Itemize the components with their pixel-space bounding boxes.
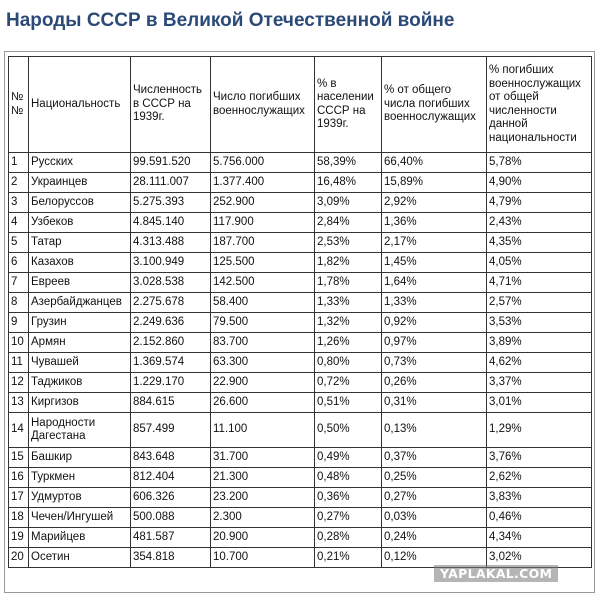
cell-population: 884.615 — [131, 393, 211, 413]
cell-deaths-of-nationality: 2,62% — [487, 468, 592, 488]
cell-deaths-of-nationality: 3,01% — [487, 393, 592, 413]
cell-nationality: Украинцев — [29, 173, 131, 193]
watermark-logo: YAPLAKAL.COM — [434, 565, 558, 582]
header-row — [9, 57, 592, 153]
table-row — [9, 333, 592, 353]
cell-deaths-of-nationality: 4,71% — [487, 273, 592, 293]
cell-population: 3.028.538 — [131, 273, 211, 293]
header-military-deaths: Число погибших военнослужащих — [211, 57, 315, 153]
cell-deaths-share: 66,40% — [382, 153, 487, 173]
cell-deaths-share: 0,24% — [382, 528, 487, 548]
header-deaths-share: % от общего числа погибших военнослужащих — [382, 57, 487, 153]
cell-population: 354.818 — [131, 548, 211, 568]
cell-nationality: Народности Дагестана — [29, 413, 131, 448]
cell-deaths-share: 0,12% — [382, 548, 487, 568]
cell-number: 8 — [9, 293, 29, 313]
cell-deaths-of-nationality: 5,78% — [487, 153, 592, 173]
table-row — [9, 293, 592, 313]
cell-deaths: 58.400 — [211, 293, 315, 313]
cell-number: 17 — [9, 488, 29, 508]
cell-nationality: Русских — [29, 153, 131, 173]
cell-population-share: 0,72% — [315, 373, 382, 393]
cell-population: 1.229.170 — [131, 373, 211, 393]
cell-population: 481.587 — [131, 528, 211, 548]
cell-population-share: 2,53% — [315, 233, 382, 253]
cell-population: 2.249.636 — [131, 313, 211, 333]
table-row — [9, 488, 592, 508]
cell-deaths-share: 0,73% — [382, 353, 487, 373]
cell-nationality: Туркмен — [29, 468, 131, 488]
table-row — [9, 153, 592, 173]
cell-deaths-of-nationality: 3,76% — [487, 448, 592, 468]
cell-deaths: 11.100 — [211, 413, 315, 448]
cell-nationality: Киргизов — [29, 393, 131, 413]
cell-deaths-of-nationality: 4,79% — [487, 193, 592, 213]
cell-deaths-of-nationality: 4,35% — [487, 233, 592, 253]
cell-nationality: Чечен/Ингушей — [29, 508, 131, 528]
cell-population-share: 0,51% — [315, 393, 382, 413]
cell-population-share: 0,80% — [315, 353, 382, 373]
cell-number: 5 — [9, 233, 29, 253]
cell-population: 1.369.574 — [131, 353, 211, 373]
header-number: № № — [9, 57, 29, 153]
cell-deaths-share: 0,13% — [382, 413, 487, 448]
cell-deaths-share: 2,17% — [382, 233, 487, 253]
cell-deaths-share: 1,36% — [382, 213, 487, 233]
cell-nationality: Евреев — [29, 273, 131, 293]
nationalities-table — [8, 56, 592, 568]
cell-number: 3 — [9, 193, 29, 213]
cell-deaths-share: 0,92% — [382, 313, 487, 333]
cell-deaths-of-nationality: 4,62% — [487, 353, 592, 373]
cell-deaths-share: 2,92% — [382, 193, 487, 213]
cell-deaths: 79.500 — [211, 313, 315, 333]
cell-population: 4.313.488 — [131, 233, 211, 253]
cell-nationality: Белоруссов — [29, 193, 131, 213]
cell-deaths-share: 1,33% — [382, 293, 487, 313]
cell-population-share: 1,32% — [315, 313, 382, 333]
cell-population: 99.591.520 — [131, 153, 211, 173]
cell-nationality: Башкир — [29, 448, 131, 468]
cell-nationality: Удмуртов — [29, 488, 131, 508]
cell-deaths-of-nationality: 3,37% — [487, 373, 592, 393]
cell-deaths-share: 0,27% — [382, 488, 487, 508]
cell-population-share: 0,50% — [315, 413, 382, 448]
table-row — [9, 393, 592, 413]
cell-deaths: 23.200 — [211, 488, 315, 508]
cell-number: 4 — [9, 213, 29, 233]
cell-deaths-of-nationality: 3,89% — [487, 333, 592, 353]
cell-deaths-share: 0,97% — [382, 333, 487, 353]
cell-deaths-share: 0,31% — [382, 393, 487, 413]
cell-deaths: 21.300 — [211, 468, 315, 488]
table-row — [9, 448, 592, 468]
table-row — [9, 313, 592, 333]
table-row — [9, 173, 592, 193]
cell-population-share: 0,27% — [315, 508, 382, 528]
cell-population: 3.100.949 — [131, 253, 211, 273]
cell-population-share: 0,21% — [315, 548, 382, 568]
header-deaths-of-nationality: % погибших военнослужащих от общей численности данной национальности — [487, 57, 592, 153]
cell-deaths-of-nationality: 4,05% — [487, 253, 592, 273]
cell-population: 4.845.140 — [131, 213, 211, 233]
cell-deaths-of-nationality: 3,53% — [487, 313, 592, 333]
cell-nationality: Грузин — [29, 313, 131, 333]
cell-deaths-of-nationality: 3,02% — [487, 548, 592, 568]
header-population-1939: Численность в СССР на 1939г. — [131, 57, 211, 153]
table-row — [9, 353, 592, 373]
cell-deaths: 252.900 — [211, 193, 315, 213]
cell-nationality: Чувашей — [29, 353, 131, 373]
cell-population-share: 1,26% — [315, 333, 382, 353]
cell-deaths: 1.377.400 — [211, 173, 315, 193]
cell-population-share: 16,48% — [315, 173, 382, 193]
cell-number: 15 — [9, 448, 29, 468]
cell-deaths: 10.700 — [211, 548, 315, 568]
cell-number: 19 — [9, 528, 29, 548]
table-row — [9, 213, 592, 233]
cell-number: 9 — [9, 313, 29, 333]
table-row — [9, 253, 592, 273]
cell-deaths: 117.900 — [211, 213, 315, 233]
cell-number: 12 — [9, 373, 29, 393]
cell-deaths-share: 0,25% — [382, 468, 487, 488]
cell-number: 13 — [9, 393, 29, 413]
cell-population: 2.275.678 — [131, 293, 211, 313]
cell-deaths-of-nationality: 0,46% — [487, 508, 592, 528]
table-header — [9, 57, 592, 153]
cell-nationality: Казахов — [29, 253, 131, 273]
cell-number: 16 — [9, 468, 29, 488]
table-row — [9, 193, 592, 213]
cell-deaths-of-nationality: 3,83% — [487, 488, 592, 508]
cell-deaths-share: 0,37% — [382, 448, 487, 468]
cell-deaths: 20.900 — [211, 528, 315, 548]
cell-deaths-of-nationality: 4,34% — [487, 528, 592, 548]
cell-deaths-of-nationality: 4,90% — [487, 173, 592, 193]
cell-population-share: 0,49% — [315, 448, 382, 468]
cell-deaths: 5.756.000 — [211, 153, 315, 173]
cell-deaths-of-nationality: 1,29% — [487, 413, 592, 448]
cell-population: 812.404 — [131, 468, 211, 488]
cell-population-share: 3,09% — [315, 193, 382, 213]
page-title: Народы СССР в Великой Отечественной войне — [6, 10, 455, 31]
cell-number: 6 — [9, 253, 29, 273]
cell-population-share: 0,36% — [315, 488, 382, 508]
cell-population-share: 2,84% — [315, 213, 382, 233]
table-row — [9, 373, 592, 393]
cell-deaths-share: 15,89% — [382, 173, 487, 193]
cell-population: 500.088 — [131, 508, 211, 528]
cell-population-share: 1,82% — [315, 253, 382, 273]
cell-number: 1 — [9, 153, 29, 173]
cell-nationality: Армян — [29, 333, 131, 353]
cell-number: 2 — [9, 173, 29, 193]
cell-nationality: Осетин — [29, 548, 131, 568]
cell-population: 843.648 — [131, 448, 211, 468]
cell-deaths: 2.300 — [211, 508, 315, 528]
cell-number: 18 — [9, 508, 29, 528]
cell-population: 2.152.860 — [131, 333, 211, 353]
cell-deaths-share: 0,26% — [382, 373, 487, 393]
cell-deaths-of-nationality: 2,43% — [487, 213, 592, 233]
cell-deaths-share: 1,45% — [382, 253, 487, 273]
table-row — [9, 233, 592, 253]
cell-population-share: 58,39% — [315, 153, 382, 173]
table-body — [9, 153, 592, 568]
cell-deaths: 22.900 — [211, 373, 315, 393]
cell-deaths: 142.500 — [211, 273, 315, 293]
cell-nationality: Марийцев — [29, 528, 131, 548]
cell-nationality: Татар — [29, 233, 131, 253]
cell-deaths: 63.300 — [211, 353, 315, 373]
cell-number: 20 — [9, 548, 29, 568]
table-row — [9, 273, 592, 293]
table-row — [9, 468, 592, 488]
header-nationality: Национальность — [29, 57, 131, 153]
cell-nationality: Узбеков — [29, 213, 131, 233]
cell-nationality: Азербайджанцев — [29, 293, 131, 313]
cell-number: 11 — [9, 353, 29, 373]
cell-number: 7 — [9, 273, 29, 293]
cell-population-share: 1,33% — [315, 293, 382, 313]
cell-number: 10 — [9, 333, 29, 353]
cell-deaths-of-nationality: 2,57% — [487, 293, 592, 313]
cell-population-share: 0,48% — [315, 468, 382, 488]
cell-deaths: 187.700 — [211, 233, 315, 253]
cell-population: 606.326 — [131, 488, 211, 508]
cell-population: 5.275.393 — [131, 193, 211, 213]
cell-deaths: 83.700 — [211, 333, 315, 353]
cell-deaths: 26.600 — [211, 393, 315, 413]
cell-population: 28.111.007 — [131, 173, 211, 193]
cell-deaths: 125.500 — [211, 253, 315, 273]
cell-deaths-share: 0,03% — [382, 508, 487, 528]
cell-nationality: Таджиков — [29, 373, 131, 393]
cell-population: 857.499 — [131, 413, 211, 448]
cell-number: 14 — [9, 413, 29, 448]
cell-deaths: 31.700 — [211, 448, 315, 468]
cell-population-share: 0,28% — [315, 528, 382, 548]
table-row — [9, 508, 592, 528]
table-row — [9, 413, 592, 448]
cell-deaths-share: 1,64% — [382, 273, 487, 293]
header-population-share: % в населении СССР на 1939г. — [315, 57, 382, 153]
cell-population-share: 1,78% — [315, 273, 382, 293]
table-row — [9, 528, 592, 548]
